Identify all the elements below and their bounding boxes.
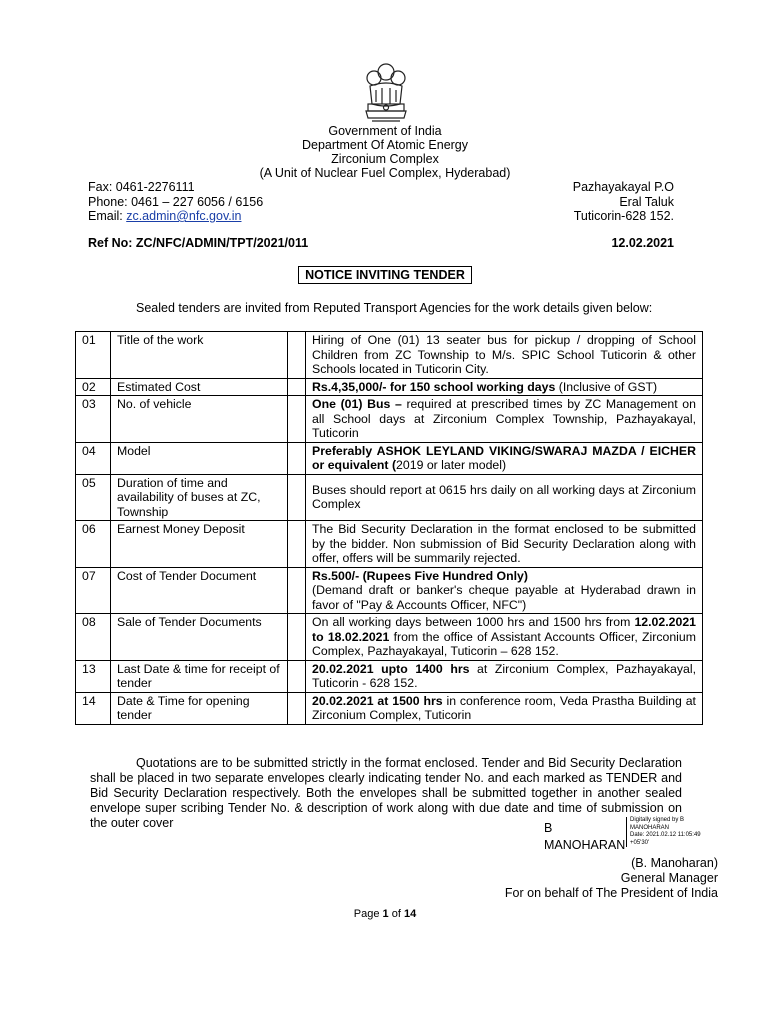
row-details-text: Buses should report at 0615 hrs daily on all working days at Zirconium Complex <box>312 482 696 512</box>
table-row <box>76 660 703 692</box>
table-row <box>76 614 703 661</box>
row-spacer <box>288 332 306 379</box>
row-spacer <box>288 614 306 661</box>
row-details-emphasis: 20.02.2021 upto 1400 hrs <box>312 661 470 676</box>
notice-title: NOTICE INVITING TENDER <box>298 266 472 284</box>
row-spacer <box>288 660 306 692</box>
phone-line: Phone: 0461 – 227 6056 / 6156 <box>88 195 264 209</box>
org-line-government: Government of India <box>328 124 442 138</box>
email-link[interactable]: zc.admin@nfc.gov.in <box>126 209 242 223</box>
address-line-po: Pazhayakayal P.O <box>572 180 674 194</box>
org-line-complex: Zirconium Complex <box>331 152 439 166</box>
row-label: Duration of time and availability of buses at ZC, Township <box>111 474 288 521</box>
row-label: Title of the work <box>111 332 288 379</box>
row-spacer <box>288 442 306 474</box>
row-spacer <box>288 474 306 521</box>
signature-initial: B <box>544 821 553 835</box>
row-label: Estimated Cost <box>111 378 288 396</box>
signatory-behalf: For on behalf of The President of India <box>504 886 718 900</box>
row-number: 03 <box>76 396 111 443</box>
row-details-text: in conference room, Veda Prastha Building at Zirconium Complex, Tuticorin <box>312 693 696 722</box>
row-details-text: at Zirconium Complex, Pazhayakayal, Tuticorin - 628 152. <box>312 661 696 690</box>
address-line-taluk: Eral Taluk <box>619 195 674 209</box>
org-line-department: Department Of Atomic Energy <box>301 138 469 152</box>
row-details-text: required at prescribed times by ZC Management on all School days at Zirconium Complex Township, Pazhayakayal, Tuticorin <box>312 397 696 440</box>
page-footer: Page 1 of 14 <box>353 908 417 920</box>
row-label: Sale of Tender Documents <box>111 614 288 661</box>
row-details-text: The Bid Security Declaration in the format enclosed to be submitted by the bidder. Non submission of Bid Security Declaration along with offer, offers will be summarily rejected. <box>312 522 696 565</box>
table-row <box>76 442 703 474</box>
row-details-prefix: On all working days between 1000 hrs and 1500 hrs from <box>312 615 635 629</box>
row-number: 14 <box>76 692 111 724</box>
row-spacer <box>288 378 306 396</box>
row-details <box>306 474 703 521</box>
row-details-text: (Inclusive of GST) <box>555 379 658 394</box>
row-label: Cost of Tender Document <box>111 567 288 614</box>
work-details-table <box>75 331 703 725</box>
row-details <box>306 660 703 692</box>
row-number: 13 <box>76 660 111 692</box>
address-line-city: Tuticorin-628 152. <box>573 209 674 223</box>
row-details <box>306 332 703 379</box>
row-details <box>306 521 703 568</box>
row-details-emphasis: One (01) Bus – <box>312 397 402 411</box>
row-details <box>306 567 703 614</box>
row-details-text: Hiring of One (01) 13 seater bus for pickup / dropping of School Children from ZC Township to M/s. SPIC School Tuticorin & other Schools located in Tuticorin City. <box>312 333 696 376</box>
row-number: 06 <box>76 521 111 568</box>
table-row <box>76 692 703 724</box>
row-details-emphasis: Rs.4,35,000/- for 150 school working days <box>312 379 556 394</box>
row-details-text: 2019 or later model) <box>396 458 507 472</box>
row-label: Last Date & time for receipt of tender <box>111 660 288 692</box>
row-spacer <box>288 567 306 614</box>
table-row <box>76 567 703 614</box>
table-row <box>76 332 703 379</box>
row-details <box>306 442 703 474</box>
row-details <box>306 692 703 724</box>
row-number: 04 <box>76 442 111 474</box>
email-line <box>88 209 242 224</box>
org-line-unit: (A Unit of Nuclear Fuel Complex, Hyderabad) <box>259 166 511 180</box>
row-details-text: (Demand draft or banker's cheque payable at Hyderabad drawn in favor of "Pay & Accounts Officer, NFC") <box>312 583 696 612</box>
row-details-emphasis: Preferably ASHOK LEYLAND VIKING/SWARAJ MAZDA / EICHER or equivalent ( <box>312 443 696 472</box>
row-number: 05 <box>76 474 111 521</box>
row-label: No. of vehicle <box>111 396 288 443</box>
row-details-emphasis: Rs.500/- (Rupees Five Hundred Only) <box>312 568 528 583</box>
row-spacer <box>288 396 306 443</box>
row-details <box>306 378 703 396</box>
row-details-emphasis: 12.02.2021 to 18.02.2021 <box>312 615 696 644</box>
reference-number: Ref No: ZC/NFC/ADMIN/TPT/2021/011 <box>88 236 309 250</box>
row-number: 02 <box>76 378 111 396</box>
row-number: 08 <box>76 614 111 661</box>
row-label: Date & Time for opening tender <box>111 692 288 724</box>
row-label: Model <box>111 442 288 474</box>
row-number: 07 <box>76 567 111 614</box>
document-date: 12.02.2021 <box>611 236 674 250</box>
closing-paragraph: Quotations are to be submitted strictly in the format enclosed. Tender and Bid Security Declaration shall be placed in two separate envelopes clearly indicating tender No. and each marked as TENDER and Bid Security Declaration respectively. Both the envelopes shall be submitted together in another sealed envelope super scribing Tender No. & description of work along with due date and time of submission on the outer cover <box>90 756 682 830</box>
fax-line: Fax: 0461-2276111 <box>88 180 195 194</box>
row-spacer <box>288 692 306 724</box>
national-emblem-icon <box>360 60 412 124</box>
row-details-emphasis: 20.02.2021 at 1500 hrs <box>312 693 443 708</box>
digital-signature-stamp: Digitally signed by B MANOHARAN Date: 2021.02.12 11:05:49 +05'30' <box>626 817 726 847</box>
table-row <box>76 474 703 521</box>
signatory-title: General Manager <box>620 871 718 885</box>
row-details <box>306 614 703 661</box>
row-spacer <box>288 521 306 568</box>
table-row <box>76 396 703 443</box>
table-row <box>76 521 703 568</box>
email-label: Email: <box>88 209 127 223</box>
intro-paragraph: Sealed tenders are invited from Reputed Transport Agencies for the work details given below: <box>136 301 653 315</box>
row-number: 01 <box>76 332 111 379</box>
signatory-name: (B. Manoharan) <box>631 856 718 870</box>
row-details <box>306 396 703 443</box>
row-label: Earnest Money Deposit <box>111 521 288 568</box>
table-row <box>76 378 703 396</box>
signature-surname: MANOHARAN <box>544 838 626 852</box>
row-details-text: from the office of Assistant Accounts Officer, Zirconium Complex, Pazhayakayal, Tuticorin – 628 152. <box>312 629 697 658</box>
